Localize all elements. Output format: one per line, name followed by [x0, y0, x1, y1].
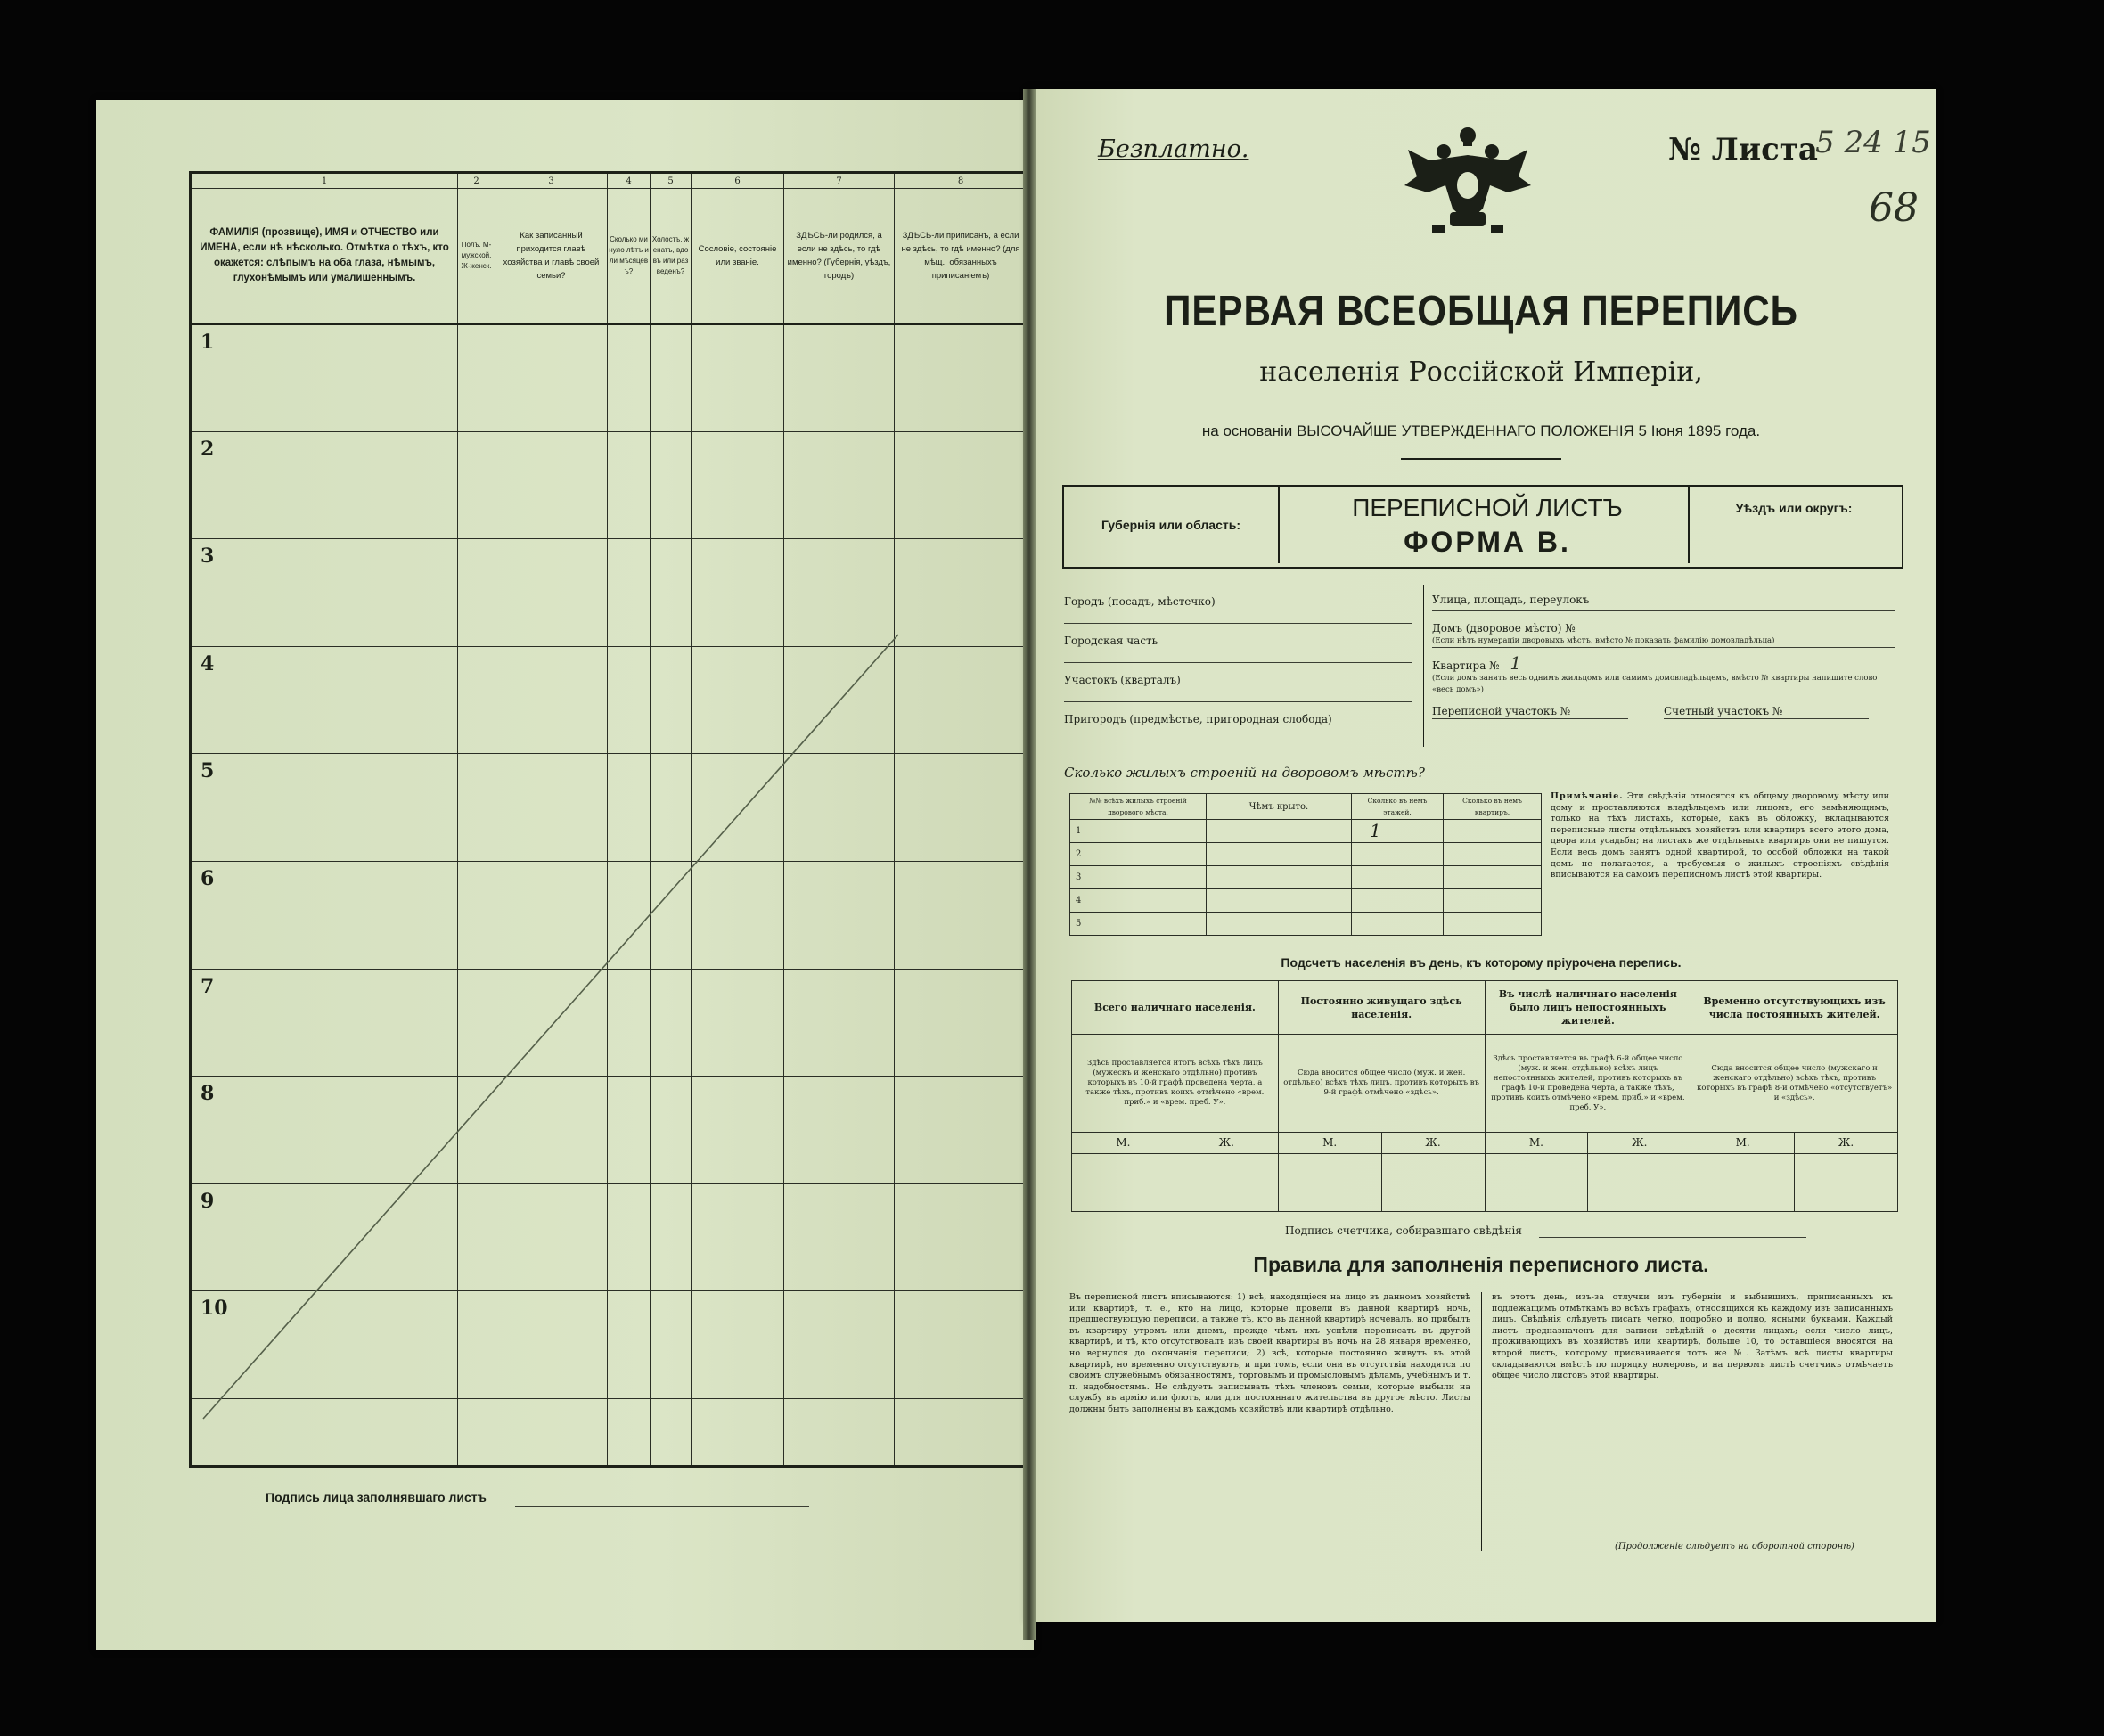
- population-description: Здѣсь проставляется итогъ всѣхъ тѣхъ лицъ (мужескъ и женскаго отдѣльно) противъ которыхъ въ 10-й графѣ проведена черта, а также тѣхъ, противъ коихъ отмѣчено «врем. приб.» и «врем. преб. У».: [1072, 1035, 1279, 1133]
- census-title: ПЕРВАЯ ВСЕОБЩАЯ ПЕРЕПИСЬ: [1164, 288, 1798, 335]
- column-header-marital: Холостъ, женатъ, вдовъ или разведенъ?: [651, 189, 692, 324]
- census-district-field[interactable]: Переписной участокъ №: [1432, 705, 1628, 719]
- column-header-age: Сколько минуло лѣтъ или мѣсяцевъ?: [608, 189, 651, 324]
- column-number: 7: [784, 173, 895, 189]
- row-number: 9: [191, 1183, 458, 1291]
- suburb-field[interactable]: Пригородъ (предмѣстье, пригородная слобода): [1064, 702, 1412, 741]
- address-left-block: [1064, 585, 1412, 741]
- apartment-row: [1432, 648, 1895, 673]
- free-label: Безплатно.: [1098, 135, 1249, 163]
- column-number: 1: [191, 173, 458, 189]
- form-subtitle: ФОРМА В.: [1404, 526, 1571, 558]
- row-number: 6: [191, 862, 458, 970]
- population-description: Сюда вносится общее число (мужскаго и женскаго отдѣльно) всѣхъ тѣхъ, противъ которыхъ въ графѣ 8-й отмѣчено «отсутствуетъ» и «здѣсь».: [1691, 1035, 1898, 1133]
- column-number: 4: [608, 173, 651, 189]
- column-header-registration: ЗДѢСЬ-ли приписанъ, а если не здѣсь, то гдѣ именно? (для мѣщ., обязанныхъ приписаніемъ): [895, 189, 1028, 324]
- sex-label: М.: [1691, 1133, 1795, 1154]
- apartment-note: (Если домъ занятъ весь однимъ жильцомъ или самимъ домовладѣльцемъ, вмѣсто № квартиры напишите слово «весь домъ»): [1432, 674, 1878, 694]
- row-number: 8: [191, 1077, 458, 1184]
- column-number: 3: [495, 173, 608, 189]
- buildings-row-number: 2: [1070, 843, 1207, 866]
- counter-signature-label: Подпись счетчика, собиравшаго свѣдѣнія: [1285, 1224, 1522, 1237]
- sex-label: Ж.: [1175, 1133, 1278, 1154]
- buildings-row-number: 3: [1070, 866, 1207, 889]
- handwritten-page-number: 68: [1869, 185, 1919, 231]
- street-field[interactable]: Улица, площадь, переулокъ: [1432, 585, 1895, 611]
- basis-line: на основаніи ВЫСОЧАЙШЕ УТВЕРЖДЕННАГО ПОЛОЖЕНІЯ 5 Іюня 1895 года.: [1201, 422, 1761, 439]
- population-values-row: [1072, 1154, 1898, 1212]
- column-header-name: ФАМИЛІЯ (прозвище), ИМЯ и ОТЧЕСТВО или ИМЕНА, если нѣ нѣсколько. Отмѣтка о тѣхъ, кто окажется: слѣпымъ на оба глаза, нѣмымъ, глухонѣмымъ или умалишеннымъ.: [191, 189, 458, 324]
- double-headed-eagle-emblem: [1401, 123, 1535, 239]
- row-number: 2: [191, 431, 458, 539]
- rules-left-column: Въ переписной листъ вписываются: 1) всѣ, находящіеся на лицо въ данномъ хозяйствѣ или квартирѣ, т. е., кто на лицо, которые провели въ данной квартирѣ ночь, предшествующую переписи, а также тѣ, кто въ данной квартирѣ ночевалъ, но прибылъ въ квартиру утромъ или днемъ, прежде чѣмъ ихъ успѣли переписать въ другой квартирѣ, и тѣ, кто отсутствовалъ изъ своей квартиры въ ночь на 28 января временно, но вернулся до окончанія переписи; 2) всѣ, которые постоянно живутъ въ этой квартирѣ, но временно отсутствуютъ, и при томъ, если они въ отсутствіи находятся по своимъ служебнымъ обязанностямъ, торговымъ и промысловымъ дѣламъ, учебнымъ и т. п. надобностямъ. Не слѣдуетъ записывать тѣхъ членовъ семьи, которые выбыли на службу въ армію или флотъ, или для постояннаго жительства въ другое мѣсто. Листы должны быть заполнены въ каждомъ хозяйствѣ или квартирѣ отдѣльно.: [1069, 1292, 1470, 1414]
- cancel-diagonal-line: [96, 100, 1034, 1650]
- population-description: Сюда вносится общее число (муж. и жен. отдѣльно) всѣхъ тѣхъ лицъ, противъ которыхъ въ 9-й графѣ отмѣчено «здѣсь».: [1278, 1035, 1485, 1133]
- population-description: Здѣсь проставляется въ графѣ 6-й общее число (муж. и жен. отдѣльно) всѣхъ лицъ непостоянныхъ жителей, противъ которыхъ въ графѣ 10-й проведена черта, а также тѣхъ, противъ коихъ отмѣчено «врем. приб.» и «врем. преб. У».: [1485, 1035, 1691, 1133]
- city-part-field[interactable]: Городская часть: [1064, 624, 1412, 663]
- counting-district-field[interactable]: Счетный участокъ №: [1664, 705, 1869, 719]
- sex-label: М.: [1278, 1133, 1381, 1154]
- sex-label: Ж.: [1381, 1133, 1485, 1154]
- column-number: 5: [651, 173, 692, 189]
- district-label: Уѣздъ или округъ:: [1688, 487, 1898, 563]
- row-number: 5: [191, 754, 458, 862]
- left-page: [96, 100, 1034, 1650]
- buildings-header: Сколько въ немъ этажей.: [1352, 794, 1444, 820]
- column-number: 6: [692, 173, 784, 189]
- house-field[interactable]: Домъ (дворовое мѣсто) №: [1432, 622, 1576, 635]
- rules-right-column: въ этотъ день, изъ-за отлучки изъ губерніи и выбывшихъ, приписанныхъ къ подлежащимъ отмѣткамъ во всѣхъ графахъ, относящихся къ каждому изъ записанныхъ лицъ. Свѣдѣнія слѣдуетъ писать четко, подробно и полно, ясными буквами. Каждый листъ предназначенъ для записи свѣдѣній о десяти лицахъ; если число лицъ, проживающихъ въ хозяйствѣ или квартирѣ, больше 10, то оставшіеся вносятся на второй листъ, которому присваивается тотъ же №. Затѣмъ всѣ листы квартиры складываются вмѣстѣ по порядку номеровъ, и на первомъ листѣ счетчикъ отмѣчаетъ общее число листовъ этой квартиры.: [1492, 1292, 1893, 1381]
- population-header: Въ числѣ наличнаго населенія было лицъ непостоянныхъ жителей.: [1485, 981, 1691, 1035]
- signature-line: [515, 1506, 809, 1507]
- note-text: Эти свѣдѣнія относятся къ общему дворовому мѣсту или дому и проставляются владѣльцемъ или лицомъ, его замѣняющимъ, только на тѣхъ листахъ, которые, какъ въ обложку, вкладываются переписные листы отдѣльныхъ хозяйствъ или квартиръ всего этого дома, двора или усадьбы; на листахъ же отдѣльныхъ квартиръ они не пишутся. Если весь домъ занятъ одной квартирой, то особой обложки на такой домъ не полагается, а требуемыя о жилыхъ строеніяхъ свѣдѣнія вписываются на самомъ переписномъ листѣ этой квартиры.: [1551, 791, 1889, 880]
- rules-divider: [1481, 1292, 1482, 1551]
- house-note: (Если нѣтъ нумераціи дворовыхъ мѣстъ, вмѣсто № показать фамилію домовладѣльца): [1432, 635, 1895, 648]
- form-title: ПЕРЕПИСНОЙ ЛИСТЪ: [1352, 494, 1623, 521]
- row-number: 4: [191, 646, 458, 754]
- column-header-relation: Как записанный приходится главѣ хозяйства и главѣ своей семьи?: [495, 189, 608, 324]
- note-label: Примѣчаніе.: [1551, 791, 1624, 801]
- district-row: [1432, 696, 1895, 719]
- buildings-row-number: 1: [1070, 820, 1207, 843]
- column-number: 8: [895, 173, 1028, 189]
- column-header-birthplace: ЗДѢСЬ-ли родился, а если не здѣсь, то гдѣ именно? (Губернія, уѣздъ, городъ): [784, 189, 895, 324]
- row-number: 7: [191, 969, 458, 1077]
- book-spine-gutter: [1023, 89, 1036, 1640]
- buildings-heading: Сколько жилыхъ строеній на дворовомъ мѣстѣ?: [1064, 765, 1425, 781]
- city-field[interactable]: Городъ (посадъ, мѣстечко): [1064, 585, 1412, 624]
- population-header: Постоянно живущаго здѣсь населенія.: [1278, 981, 1485, 1035]
- sex-label: Ж.: [1795, 1133, 1898, 1154]
- column-number: 2: [458, 173, 495, 189]
- right-page: [1027, 89, 1936, 1622]
- buildings-row-number: 5: [1070, 913, 1207, 936]
- province-label: Губернія или область:: [1064, 487, 1280, 563]
- buildings-header: Чѣмъ крыто.: [1207, 794, 1352, 820]
- row-number: 10: [191, 1291, 458, 1399]
- sheet-number-label: № Листа: [1668, 132, 1818, 168]
- population-heading: Подсчетъ населенія въ день, къ которому пріурочена перепись.: [1281, 955, 1682, 970]
- rules-title: Правила для заполненія переписного листа.: [1253, 1253, 1709, 1276]
- apartment-field[interactable]: Квартира №: [1432, 659, 1500, 672]
- row-number: 3: [191, 539, 458, 647]
- signature-label: Подпись лица заполнявшаго листъ: [266, 1490, 487, 1504]
- row-number: 1: [191, 324, 458, 432]
- column-header-estate: Сословіе, состояніе или званіе.: [692, 189, 784, 324]
- form-header-box: [1062, 485, 1903, 569]
- sex-label: Ж.: [1588, 1133, 1691, 1154]
- sex-label: М.: [1485, 1133, 1588, 1154]
- buildings-row-number: 4: [1070, 889, 1207, 913]
- buildings-note: [1551, 791, 1889, 881]
- counter-signature-line: [1539, 1237, 1806, 1238]
- rules-footnote: (Продолженіе слѣдуетъ на оборотной сторонѣ): [1615, 1542, 1854, 1552]
- address-divider: [1423, 585, 1424, 747]
- apartment-value: 1: [1510, 652, 1522, 674]
- census-subtitle: населенія Россійской Имперіи,: [1259, 356, 1703, 388]
- buildings-header: Сколько въ немъ квартиръ.: [1444, 794, 1542, 820]
- population-table: [1071, 980, 1898, 1212]
- sex-label: М.: [1072, 1133, 1175, 1154]
- divider: [1401, 458, 1561, 460]
- precinct-field[interactable]: Участокъ (кварталъ): [1064, 663, 1412, 702]
- column-header-sex: Полъ. М-мужской. Ж-женск.: [458, 189, 495, 324]
- buildings-header: №№ всѣхъ жилыхъ строеній дворового мѣста.: [1070, 794, 1207, 820]
- population-header: Всего наличнаго населенія.: [1072, 981, 1279, 1035]
- handwritten-sheet-number: 5 24 15: [1815, 125, 1931, 160]
- buildings-table: [1069, 793, 1542, 936]
- population-header: Временно отсутствующихъ изъ числа постоянныхъ жителей.: [1691, 981, 1898, 1035]
- address-right-block: [1432, 585, 1895, 719]
- handwritten-floors: 1: [1352, 820, 1444, 843]
